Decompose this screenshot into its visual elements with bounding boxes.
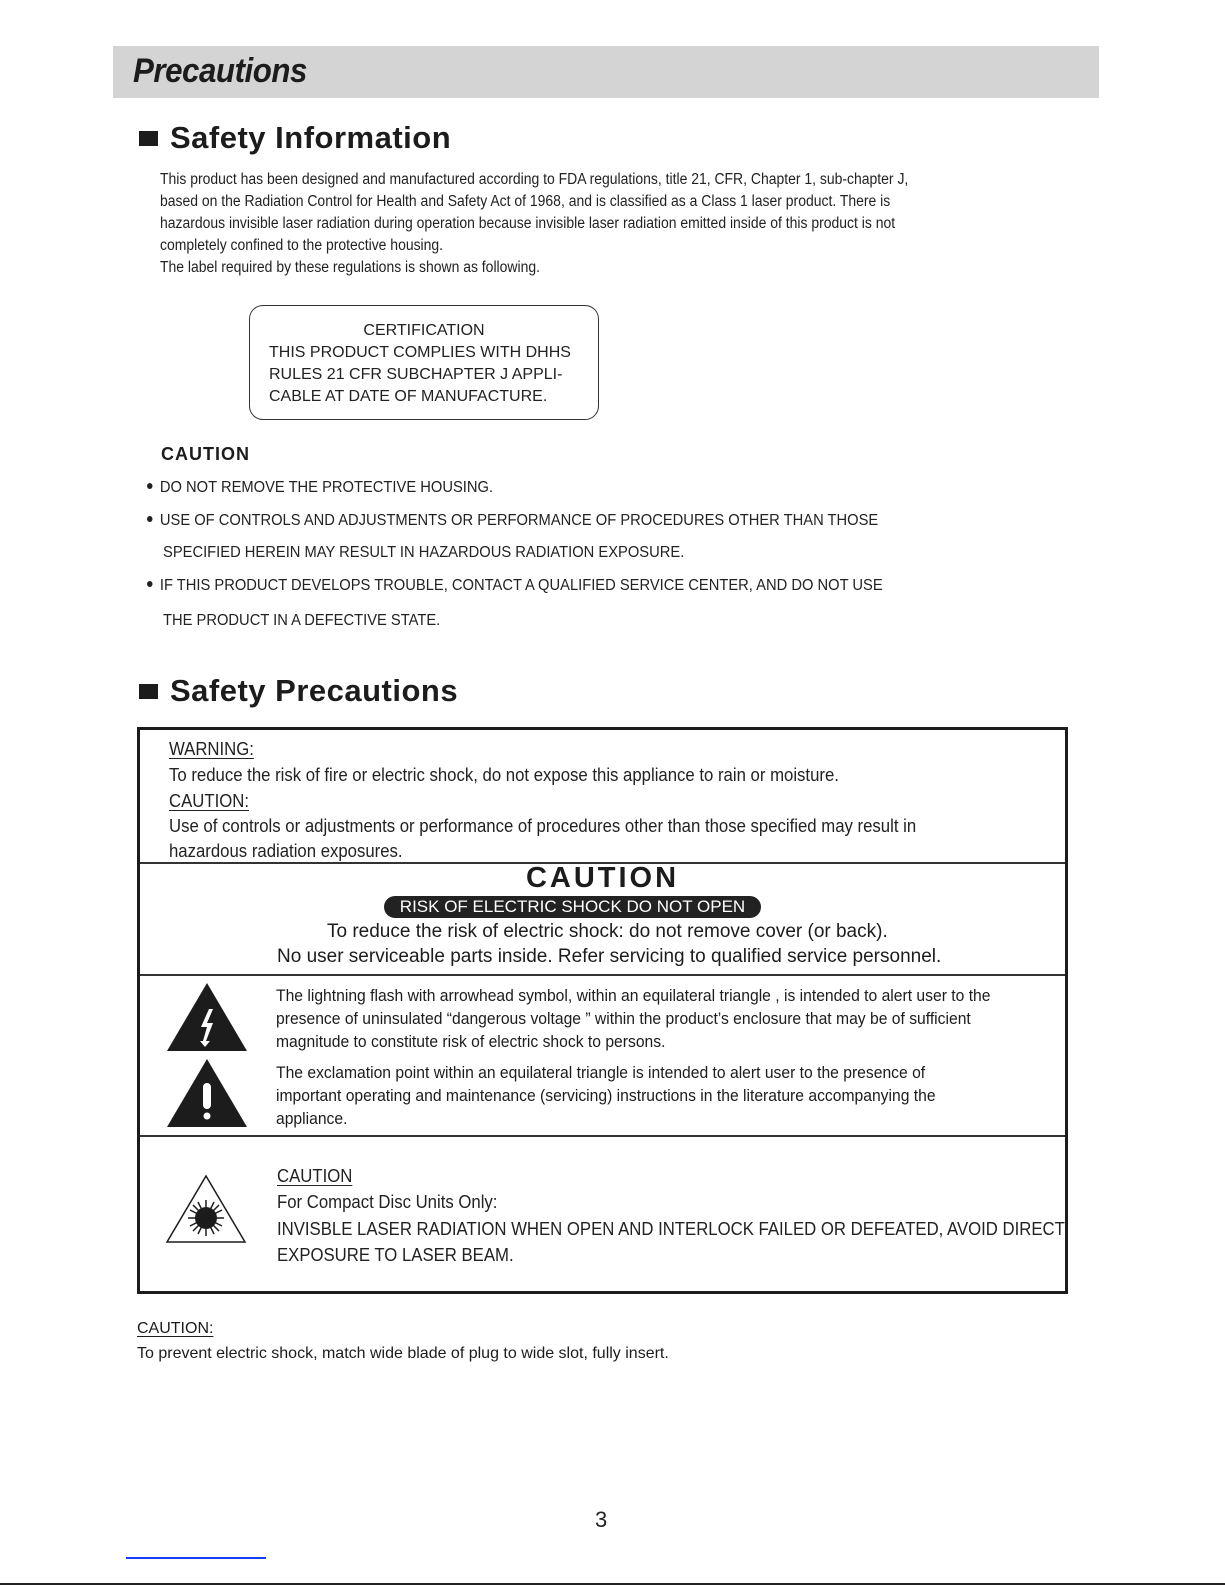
exclamation-description-line: important operating and maintenance (servicing) instructions in the literature accompanying the (276, 1087, 936, 1105)
lightning-description-line: magnitude to constitute risk of electric shock to persons. (276, 1033, 666, 1051)
footer-link-underline[interactable] (126, 1557, 266, 1559)
caution-list-item: DO NOT REMOVE THE PROTECTIVE HOUSING. (147, 479, 493, 497)
divider (140, 974, 1065, 976)
paragraph-line: The label required by these regulations is shown as following. (160, 259, 540, 276)
safety-information-title: Safety Information (170, 120, 452, 155)
page-number: 3 (595, 1507, 608, 1532)
lightning-description-line: presence of uninsulated “dangerous voltage ” within the product’s enclosure that may be of sufficient (276, 1010, 971, 1028)
safety-precautions-heading (139, 673, 458, 709)
bullet-dot-icon (147, 483, 153, 489)
laser-warning-icon (165, 1174, 247, 1249)
caution-label: CAUTION: (169, 791, 249, 811)
certification-line: CABLE AT DATE OF MANUFACTURE. (269, 388, 548, 405)
risk-of-shock-banner: RISK OF ELECTRIC SHOCK DO NOT OPEN (384, 896, 761, 918)
caution-list-item-continued: SPECIFIED HEREIN MAY RESULT IN HAZARDOUS RADIATION EXPOSURE. (163, 544, 685, 561)
page-header-bar (113, 46, 1099, 98)
laser-subtitle: For Compact Disc Units Only: (277, 1192, 498, 1212)
caution-text-line: Use of controls or adjustments or performance of procedures other than those specified may result in (169, 816, 917, 836)
exclamation-triangle-icon (167, 1059, 247, 1132)
bullet-dot-icon (147, 516, 153, 522)
divider (140, 1135, 1065, 1137)
warning-label: WARNING: (169, 739, 254, 759)
caution-heading: CAUTION (161, 444, 250, 464)
warning-text: To reduce the risk of fire or electric shock, do not expose this appliance to rain or moisture. (169, 765, 839, 785)
lightning-description-line: The lightning flash with arrowhead symbol, within an equilateral triangle , is intended to alert user to the (276, 987, 991, 1005)
certification-line: THIS PRODUCT COMPLIES WITH DHHS (269, 344, 571, 361)
square-bullet-icon (139, 131, 158, 146)
laser-warning-line: INVISBLE LASER RADIATION WHEN OPEN AND INTERLOCK FAILED OR DEFEATED, AVOID DIRECT (277, 1219, 1065, 1239)
safety-precautions-title: Safety Precautions (170, 673, 459, 708)
shock-caution-title: CAUTION (525, 862, 680, 894)
lightning-triangle-icon (167, 983, 247, 1056)
certification-line: RULES 21 CFR SUBCHAPTER J APPLI- (269, 366, 563, 383)
paragraph-line: based on the Radiation Control for Health and Safety Act of 1968, and is classified as a Class 1 laser product. There is (160, 193, 891, 210)
paragraph-line: hazardous invisible laser radiation during operation because invisible laser radiation emitted inside of this product is not (160, 215, 896, 232)
paragraph-line: This product has been designed and manufactured according to FDA regulations, title 21, CFR, Chapter 1, sub-chapter J, (160, 171, 909, 188)
laser-caution-label: CAUTION (277, 1166, 353, 1186)
bottom-caution-label: CAUTION: (137, 1320, 214, 1337)
shock-instruction-line: No user serviceable parts inside. Refer servicing to qualified service personnel. (277, 946, 942, 967)
exclamation-description-line: appliance. (276, 1110, 348, 1128)
laser-warning-line: EXPOSURE TO LASER BEAM. (277, 1245, 514, 1265)
caution-list-item: USE OF CONTROLS AND ADJUSTMENTS OR PERFORMANCE OF PROCEDURES OTHER THAN THOSE (147, 512, 878, 530)
caution-list-item-continued: THE PRODUCT IN A DEFECTIVE STATE. (163, 612, 441, 629)
bottom-caution-text: To prevent electric shock, match wide blade of plug to wide slot, fully insert. (137, 1345, 669, 1362)
bullet-dot-icon (147, 581, 153, 587)
square-bullet-icon (139, 684, 158, 699)
safety-information-paragraph (160, 169, 991, 279)
shock-instruction-line: To reduce the risk of electric shock: do not remove cover (or back). (327, 921, 888, 942)
caution-text-line: hazardous radiation exposures. (169, 841, 403, 861)
caution-list-item: IF THIS PRODUCT DEVELOPS TROUBLE, CONTACT A QUALIFIED SERVICE CENTER, AND DO NOT USE (147, 577, 883, 595)
safety-information-heading (139, 120, 451, 156)
page-title: Precautions (133, 52, 307, 90)
safety-precautions-frame (137, 727, 1068, 1294)
paragraph-line: completely confined to the protective housing. (160, 237, 444, 254)
exclamation-description-line: The exclamation point within an equilateral triangle is intended to alert user to the presence of (276, 1064, 926, 1082)
certification-title: CERTIFICATION (363, 322, 485, 339)
certification-label (249, 305, 599, 420)
